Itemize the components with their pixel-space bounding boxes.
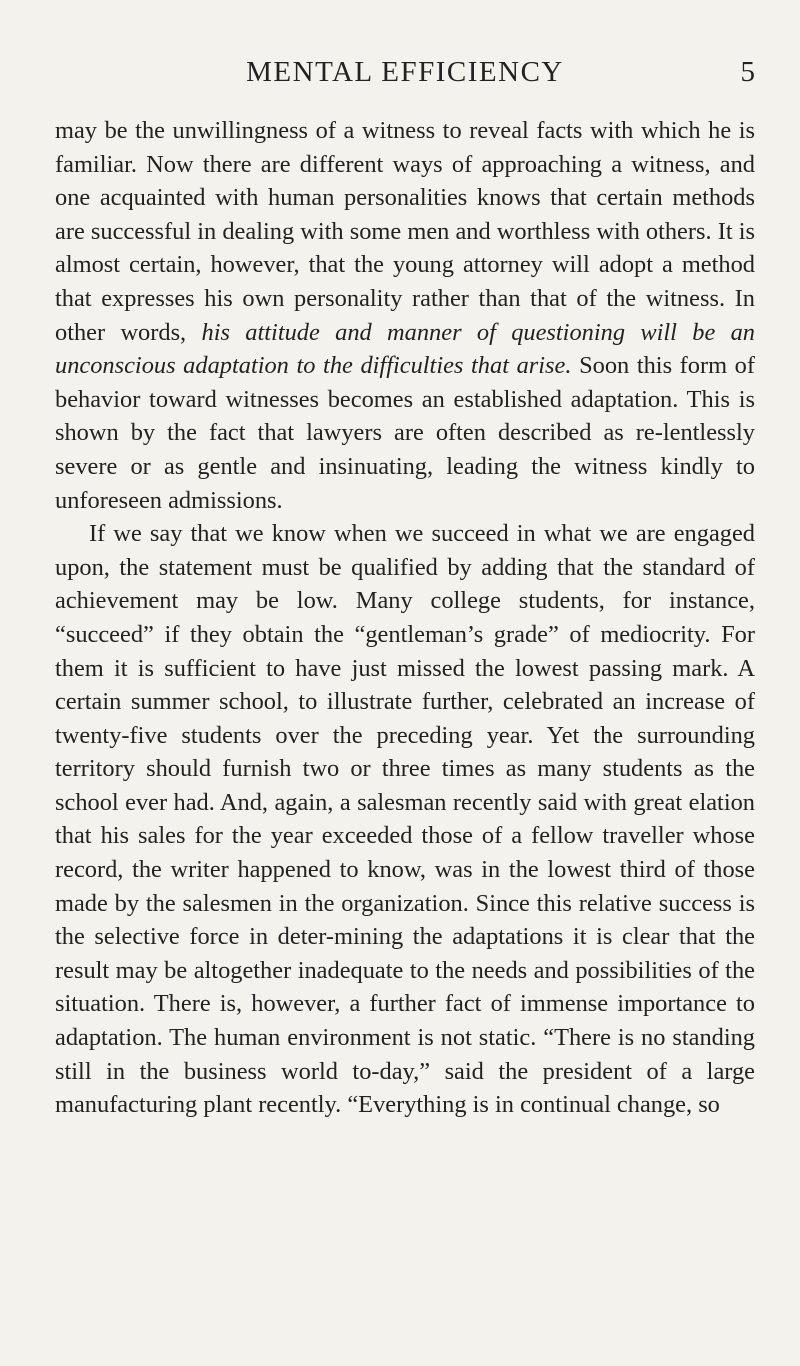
paragraph-2: If we say that we know when we succeed in what we are engaged upon, the statement must be qualified by adding that the standard of achievement may be low. Many college students, for instance, “succeed” if they obtain the “gentleman’s grade” of mediocrity. For them it is sufficient to have just missed the lowest passing mark. A certain summer school, to illustrate further, celebrated an increase of twenty-five students over the preceding year. Yet the surrounding territory should furnish two or three times as many students as the school ever had. And, again, a salesman recently said with great elation that his sales for the year exceeded those of a fellow traveller whose record, the writer happened to know, was in the lowest third of those made by the salesmen in the organization. Since this relative success is the selective force in deter-mining the adaptations it is clear that the result may be altogether inadequate to the needs and possibilities of the situation. There is, however, a further fact of immense importance to adaptation. The human environment is not static. “There is no standing still in the business world to-day,” said the president of a large manufacturing plant recently. “Everything is in continual change, so [55,520,755,1119]
book-page [55,56,755,1122]
page-number: 5 [740,56,755,88]
paragraph-1-text-before: may be the unwillingness of a witness to reveal facts with which he is familiar. Now there are different ways of approaching a witness, and one acquainted with human personalities knows that certain methods are successful in dealing with some men and worthless with others. It is almost certain, however, that the young attorney will adopt a method that expresses his own personality rather than that of the witness. In other words, [55,117,755,346]
paragraph-1-text-after: Soon this form of behavior toward witnesses becomes an established adaptation. This is shown by the fact that lawyers are often described as re-lentlessly severe or as gentle and insinuating, leading the witness kindly to unforeseen admissions. [55,352,755,514]
paragraph-1 [55,114,755,517]
paragraph-1-emphasis: his attitude and manner of questioning will be an unconscious adaptation to the difficulties that arise. [55,318,756,380]
running-title: MENTAL EFFICIENCY [246,56,564,88]
body-text [55,114,755,1122]
running-head [55,56,755,92]
